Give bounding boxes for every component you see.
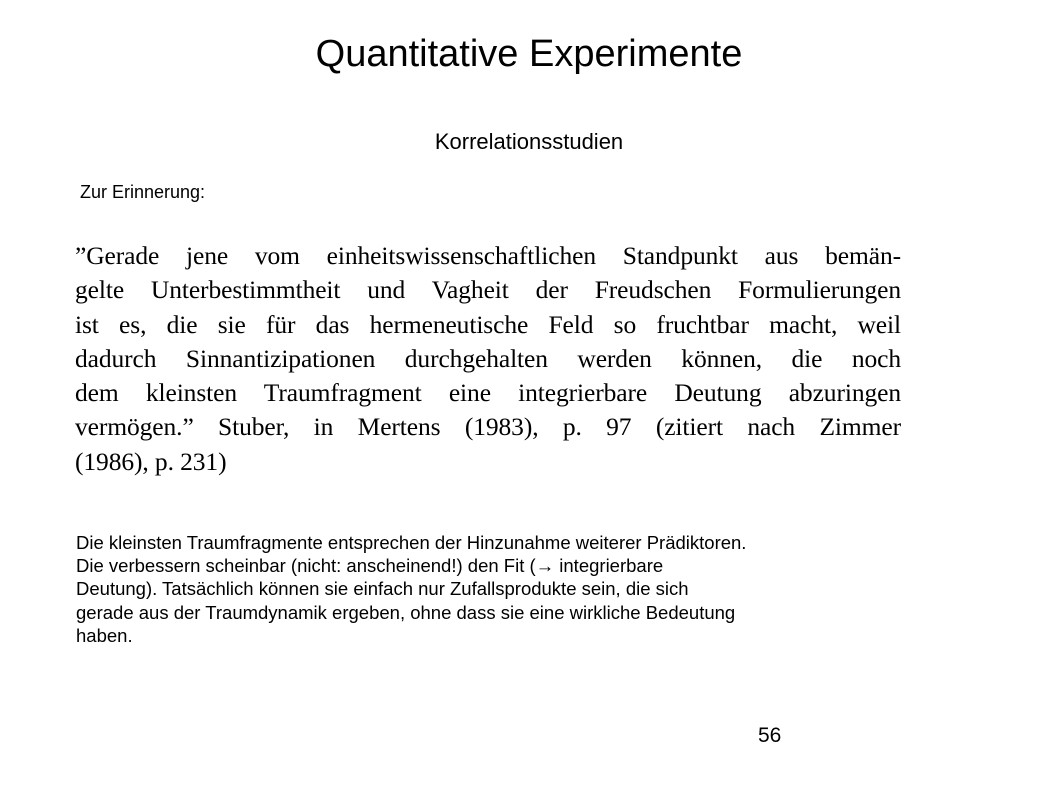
explanation-line: Die kleinsten Traumfragmente entsprechen der Hinzunahme weiterer Prädiktoren. <box>76 532 747 553</box>
quote-line: ist es, die sie für das hermeneutische Feld so fruchtbar macht, weil <box>75 309 901 339</box>
slide-title: Quantitative Experimente <box>315 33 743 75</box>
quote-line: gelte Unterbestimmtheit und Vagheit der Freudschen Formulierungen <box>75 275 901 305</box>
explanation-line: Die verbessern scheinbar (nicht: anscheinend!) den Fit (→ integrierbare <box>76 555 664 577</box>
quote-line: ”Gerade jene vom einheitswissenschaftlichen Standpunkt aus bemän- <box>75 241 901 270</box>
explanation-line: Deutung). Tatsächlich können sie einfach nur Zufallsprodukte sein, die sich <box>76 578 689 600</box>
slide-subtitle: Korrelationsstudien <box>434 129 624 154</box>
reminder-label: Zur Erinnerung: <box>80 182 206 202</box>
quote-line: vermögen.” Stuber, in Mertens (1983), p. 97 (zitiert nach Zimmer <box>75 412 901 442</box>
explanation-paragraph <box>76 531 976 647</box>
quote-line: dem kleinsten Traumfragment eine integrierbare Deutung abzuringen <box>75 378 901 408</box>
quote-line: dadurch Sinnantizipationen durchgehalten werden können, die noch <box>75 343 901 373</box>
quote-line: (1986), p. 231) <box>75 446 227 476</box>
page-number: 56 <box>758 724 782 747</box>
explanation-line: gerade aus der Traumdynamik ergeben, ohne dass sie eine wirkliche Bedeutung <box>76 601 736 623</box>
quote-block <box>75 239 901 479</box>
explanation-line: haben. <box>76 624 133 646</box>
